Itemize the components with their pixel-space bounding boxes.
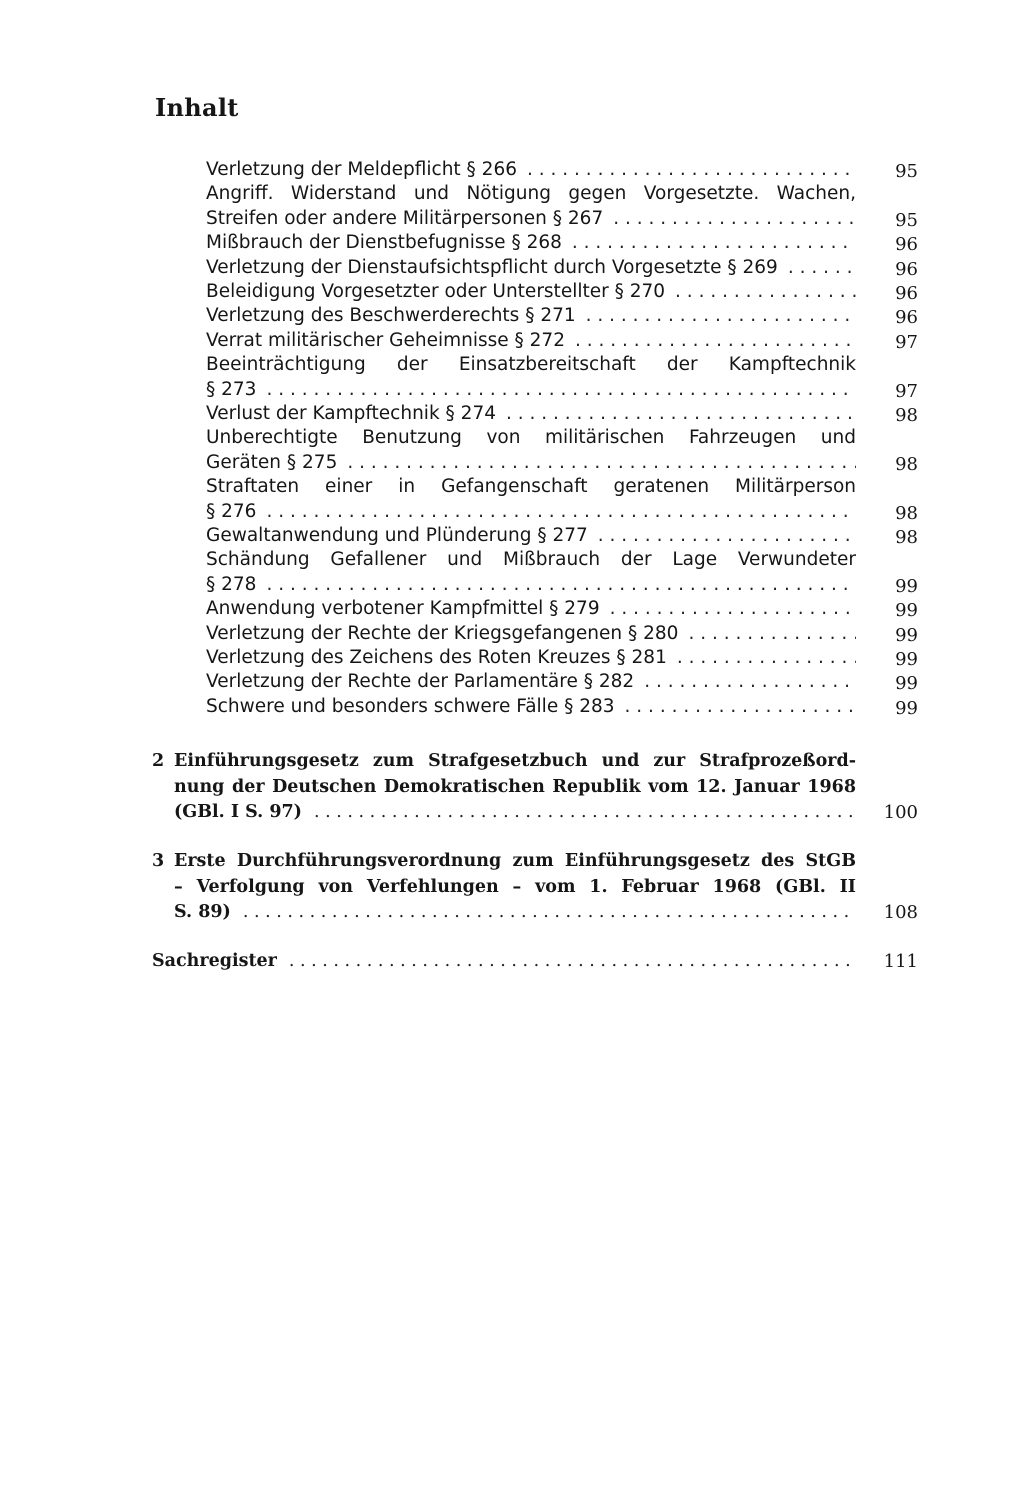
toc-entry-title: Verlust der Kampftechnik § 274 xyxy=(206,403,496,424)
page-number: 95 xyxy=(895,209,918,231)
page-number: 97 xyxy=(895,331,918,353)
toc-entry-line xyxy=(206,207,856,231)
page-number: 96 xyxy=(895,234,918,256)
dot-leader xyxy=(572,231,856,255)
dot-leader xyxy=(506,402,856,426)
dot-leader xyxy=(314,799,856,825)
toc-entry-title: § 278 xyxy=(206,573,257,595)
dot-leader xyxy=(586,304,856,328)
toc-entry-line xyxy=(206,573,856,597)
dot-leader xyxy=(527,158,856,182)
page-title: Inhalt xyxy=(155,93,239,122)
page-number: 98 xyxy=(895,405,918,426)
toc-entry-line: Beeinträchtigung der Einsatzbereitschaft der Kampftechnik xyxy=(206,354,856,376)
toc-entry-line xyxy=(206,597,856,621)
dot-leader xyxy=(243,899,856,925)
page-number: 97 xyxy=(895,380,918,402)
dot-leader xyxy=(598,524,856,548)
dot-leader xyxy=(677,646,856,670)
dot-leader xyxy=(575,329,856,353)
toc-entry-line xyxy=(206,256,856,280)
section-title-text: S. 89) xyxy=(174,902,231,922)
page-number: 99 xyxy=(895,600,918,622)
dot-leader xyxy=(788,256,856,280)
toc-entry-line xyxy=(206,451,856,475)
toc-entry-line: Unberechtigte Benutzung von militärischen Fahrzeugen und xyxy=(206,427,856,449)
toc-entry-title: Verletzung des Beschwerderechts § 271 xyxy=(206,305,576,327)
section-title-line: – Verfolgung von Verfehlungen – vom 1. Februar 1968 (GBl. II xyxy=(174,876,856,897)
toc-entry-title: Beleidigung Vorgesetzter oder Unterstellter § 270 xyxy=(206,281,666,302)
toc-entry-title: § 273 xyxy=(206,378,257,400)
page-number: 99 xyxy=(895,624,918,646)
toc-entry-title: Gewaltanwendung und Plünderung § 277 xyxy=(206,525,588,546)
page-number: 96 xyxy=(895,307,918,329)
page-number: 98 xyxy=(895,502,918,524)
dot-leader xyxy=(266,573,856,597)
dot-leader xyxy=(266,378,856,402)
toc-entry-line xyxy=(206,646,856,670)
toc-entry-title: Verletzung der Dienstaufsichtspflicht durch Vorgesetzte § 269 xyxy=(206,256,778,278)
toc-entry-line xyxy=(206,280,856,304)
section-number: 2 xyxy=(152,751,165,771)
toc-entry-title: Mißbrauch der Dienstbefugnisse § 268 xyxy=(206,232,562,254)
toc-entry-line xyxy=(206,622,856,646)
toc-entry-line: Straftaten einer in Gefangenschaft geratenen Militärperson xyxy=(206,476,856,498)
dot-leader xyxy=(610,597,856,621)
dot-leader xyxy=(625,695,856,719)
page-number: 100 xyxy=(883,802,918,823)
toc-entry-title: Anwendung verbotener Kampfmittel § 279 xyxy=(206,598,600,620)
dot-leader xyxy=(347,451,856,475)
dot-leader xyxy=(266,500,856,524)
section-title-line xyxy=(174,799,856,825)
page-number: 99 xyxy=(895,649,918,670)
dot-leader xyxy=(688,622,856,646)
dot-leader xyxy=(644,670,856,694)
toc-entry-line xyxy=(206,231,856,255)
dot-leader xyxy=(675,280,856,304)
page-number: 99 xyxy=(895,673,918,695)
toc-entry-line xyxy=(206,329,856,353)
toc-entry-line xyxy=(206,695,856,719)
section-title-line: nung der Deutschen Demokratischen Republik vom 12. Januar 1968 xyxy=(174,776,856,797)
page-number: 99 xyxy=(895,575,918,597)
toc-entry-line xyxy=(206,158,856,182)
dot-leader xyxy=(613,207,856,231)
toc-entry-line xyxy=(206,524,856,548)
toc-entry-title: Streifen oder andere Militärpersonen § 267 xyxy=(206,207,604,229)
toc-entry-title: Schwere und besonders schwere Fälle § 283 xyxy=(206,695,615,717)
index-label: Sachregister xyxy=(152,951,277,971)
toc-entry-title: Geräten § 275 xyxy=(206,451,338,473)
toc-entry-title: § 276 xyxy=(206,500,257,522)
page-number: 111 xyxy=(883,951,918,972)
page-number: 98 xyxy=(895,453,918,475)
page-number: 95 xyxy=(895,161,918,182)
page-number: 96 xyxy=(895,283,918,304)
section-title-text: (GBl. I S. 97) xyxy=(174,802,302,822)
toc-entry-line: Schändung Gefallener und Mißbrauch der Lage Verwundeter xyxy=(206,549,856,571)
toc-entry-title: Verrat militärischer Geheimnisse § 272 xyxy=(206,329,565,351)
toc-entry-line xyxy=(206,304,856,328)
page-number: 98 xyxy=(895,527,918,548)
toc-entry-line xyxy=(206,402,856,426)
index-entry xyxy=(152,948,856,974)
section-number: 3 xyxy=(152,851,165,871)
page-number: 108 xyxy=(883,902,918,923)
toc-entry-line xyxy=(206,378,856,402)
section-title-line: Einführungsgesetz zum Strafgesetzbuch und zur Strafprozeßord- xyxy=(174,751,856,771)
toc-entry-title: Verletzung der Rechte der Kriegsgefangenen § 280 xyxy=(206,622,679,644)
toc-entry-line: Angriff. Widerstand und Nötigung gegen Vorgesetzte. Wachen, xyxy=(206,183,856,205)
page-number: 99 xyxy=(895,697,918,719)
toc-entry-title: Verletzung des Zeichens des Roten Kreuzes § 281 xyxy=(206,647,667,668)
toc-entry-line xyxy=(206,500,856,524)
page-number: 96 xyxy=(895,258,918,280)
dot-leader xyxy=(289,948,856,974)
section-title-line xyxy=(174,899,856,925)
toc-entry-title: Verletzung der Rechte der Parlamentäre § 282 xyxy=(206,671,635,693)
section-title-line: Erste Durchführungsverordnung zum Einführungsgesetz des StGB xyxy=(174,851,856,871)
toc-entry-title: Verletzung der Meldepflicht § 266 xyxy=(206,159,517,180)
toc-entry-line xyxy=(206,670,856,694)
